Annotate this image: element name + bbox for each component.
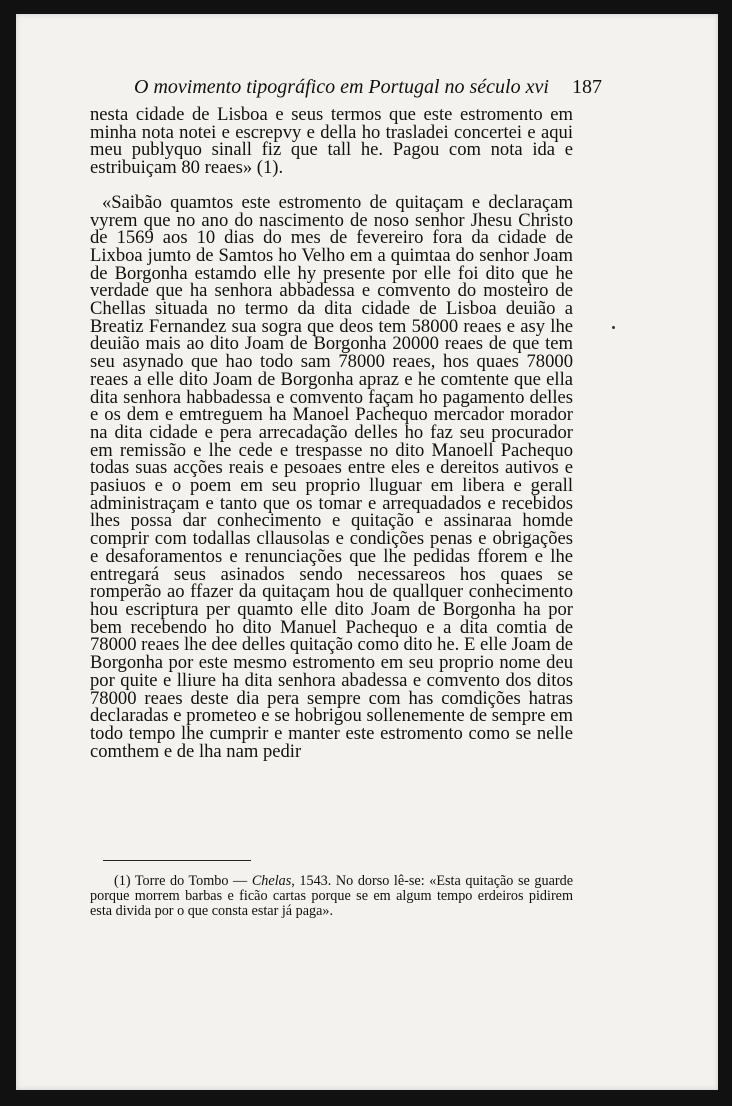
main-text: [90, 106, 573, 760]
footnote-lead: (1) Torre do Tombo —: [114, 873, 252, 889]
footnote-separator: [103, 860, 251, 861]
margin-mark: [612, 326, 615, 329]
page-number: 187: [572, 76, 602, 98]
footnote-text: , 1543. No dorso lê-se: «Esta quitação se guarde porque morrem barbas e ficão cartas porque se em algum tempo erdeiros pidirem esta divida por o que consta estar já paga».: [90, 873, 573, 919]
running-header: [134, 76, 602, 99]
footnote: [90, 874, 573, 919]
paragraph: nesta cidade de Lisboa e seus termos que este estromento em minha nota notei e escrepvy e della ho trasladei concertei e aqui meu publyquo sinall fiz que tall he. Pagou com nota ida e estribuiçam 80 reaes» (1).: [90, 104, 573, 179]
paragraph: «Saibão quamtos este estromento de quitaçam e declaraçam vyrem que no ano do nascimento de noso senhor Jhesu Christo de 1569 aos 10 dias do mes de fevereiro fora da cidade de Lixboa jumto de Samtos ho Velho em a quimtaa do senhor Joam de Borgonha estamdo elle hy presente por elle foi dito que he verdade que ha senhora abbadessa e comvento do mosteiro de Chellas situada no termo da dita cidade de Lisboa deuião a Breatiz Fernandez sua sogra que deos tem 58000 reaes e asy lhe deuião mais ao dito Joam de Borgonha 20000 reaes de que tem seu asynado que hao todo sam 78000 reaes, hos quaes 78000 reaes a elle dito Joam de Borgonha apraz e he comtente que ella dita senhora habbadessa e comvento façam ho pagamento delles e os dem e emtreguem ha Manoel Pachequo mercador morador na dita cidade e pera arrecadação delles ho faz seu procurador em remissão e lhe cede e trespasse no dito Manoell Pachequo todas suas acções reais e pesoaes entre eles e dereitos autivos e pasiuos e o poem em seu proprio lluguar em libera e gerall administraçam e tanto que os tomar e arrequadados e recebidos lhes possa dar conhecimento e quitação e assinaraa homde comprir com todallas cllausolas e condições penas e obrigações e desaforamentos e renunciações que lhe pedidas fforem e lhe entregará seus asinados sendo necessareos hos quaes se romperão ao ffazer da quitaçam hou de quallquer conhecimento hou escriptura per quamto elle dito Joam de Borgonha ha por bem recebendo ho dito Manuel Pachequo e a dita comtia de 78000 reaes lhe dee delles quitação como dito he. E elle Joam de Borgonha por este mesmo estromento em seu proprio nome deu por quite e lliure ha dita senhora abadessa e comvento dos ditos 78000 reaes deste dia pera sempre com has comdições hatras declaradas e prometeo e se hobrigou sollenemente de sempre em todo tempo lhe cumprir e manter este estromento como se nelle comthem e de lha nam pedir: [90, 191, 573, 762]
running-title: O movimento tipográfico em Portugal no século xvi: [134, 76, 549, 98]
footnote-place: Chelas: [251, 873, 292, 889]
